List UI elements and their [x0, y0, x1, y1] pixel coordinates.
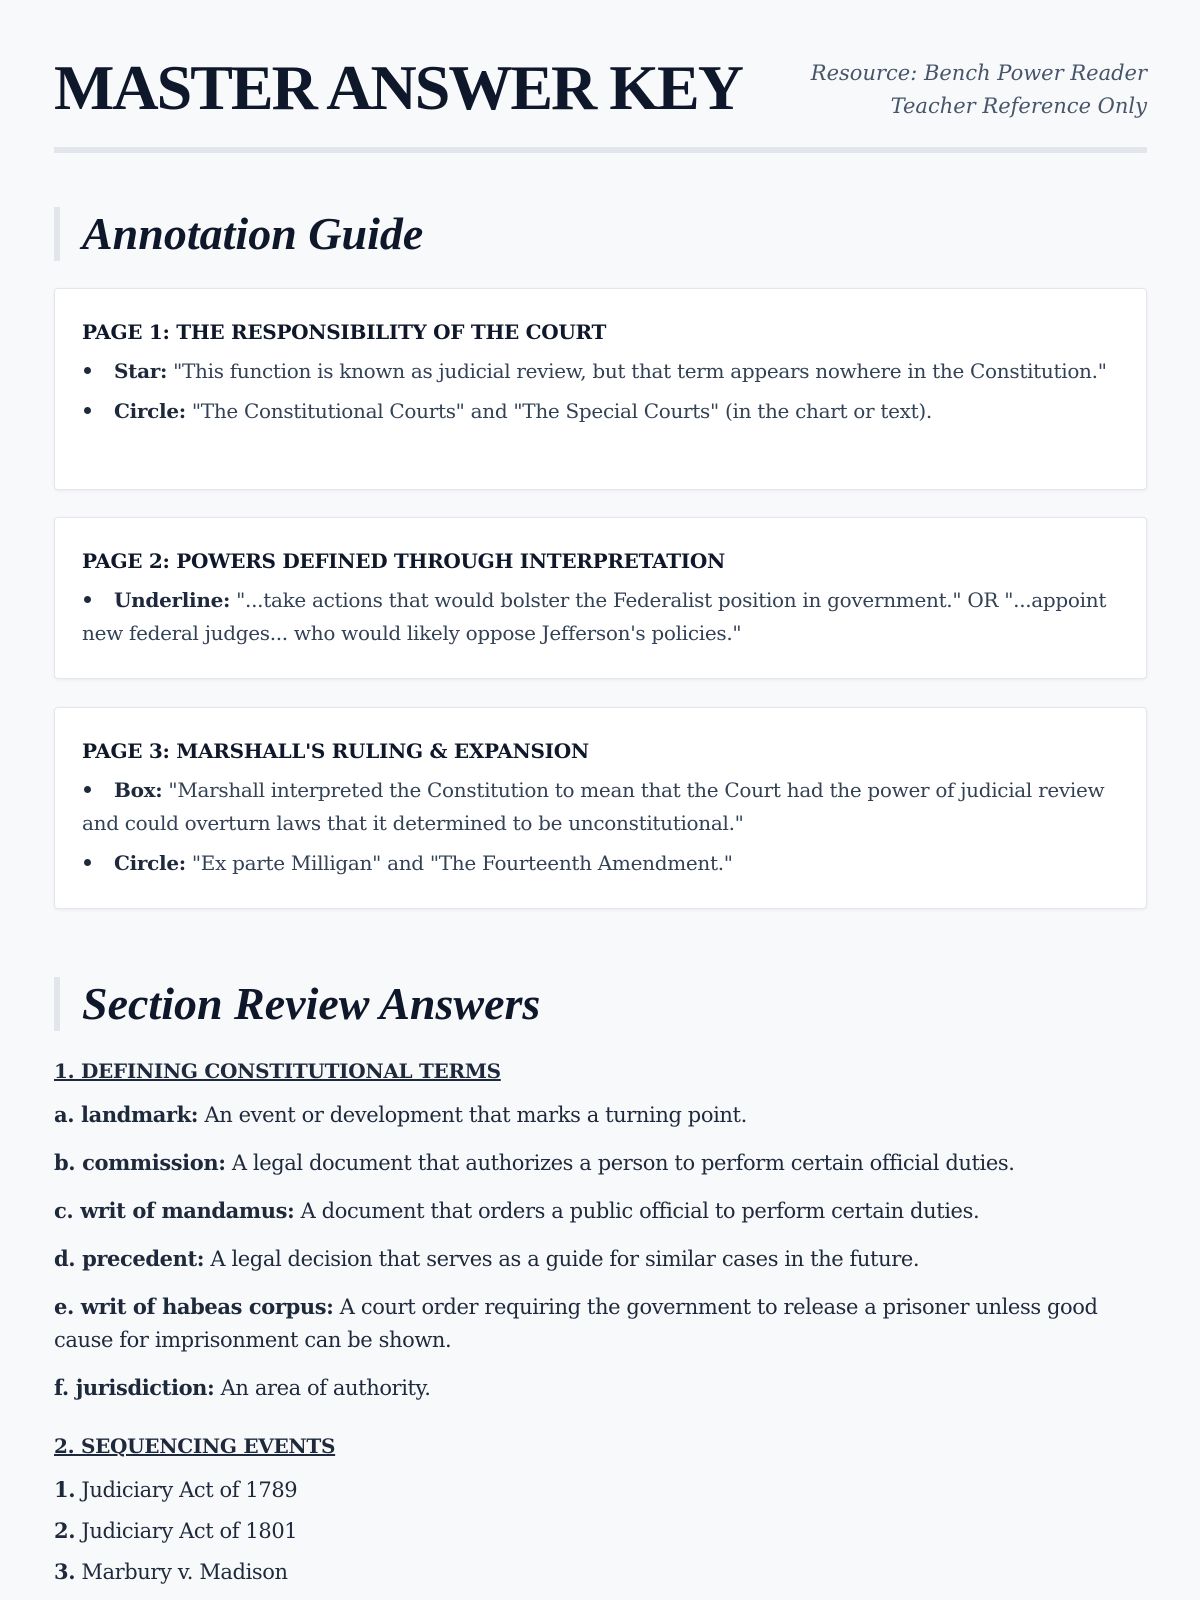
- term: d. precedent:: [54, 1246, 205, 1271]
- terms-subtitle: 1. DEFINING CONSTITUTIONAL TERMS: [54, 1059, 501, 1083]
- annotation-text: "...take actions that would bolster the Federalist position in government." OR "...appoint new federal judges... who would likely oppose Jefferson's policies.": [82, 588, 1107, 645]
- term: a. landmark:: [54, 1102, 199, 1127]
- definition: A court order requiring the government to release a prisoner unless good cause for imprisonment can be shown.: [54, 1295, 1098, 1352]
- bullet-icon: [84, 859, 91, 866]
- term: b. commission:: [54, 1150, 226, 1175]
- annotation-bullet: [82, 847, 1119, 880]
- annotation-bullet: [82, 355, 1119, 388]
- annotation-text: "Ex parte Milligan" and "The Fourteenth Amendment.": [185, 851, 733, 875]
- sequence-list: [54, 1473, 1147, 1589]
- annotation-bullet: [82, 584, 1119, 650]
- term: c. writ of mandamus:: [54, 1198, 295, 1223]
- sequence-event: Marbury v. Madison: [75, 1560, 288, 1584]
- term: f. jurisdiction:: [54, 1375, 215, 1400]
- sequence-number: 2.: [54, 1518, 76, 1543]
- annotation-text: "This function is known as judicial review, but that term appears nowhere in the Constitution.": [167, 359, 1107, 383]
- definition-item: [54, 1146, 1147, 1180]
- annotation-label: Underline:: [114, 588, 231, 612]
- definition: An event or development that marks a turning point.: [198, 1103, 747, 1127]
- definition: A legal decision that serves as a guide for similar cases in the future.: [204, 1247, 920, 1271]
- sequence-event: Judiciary Act of 1801: [75, 1519, 298, 1543]
- annotation-text: "Marshall interpreted the Constitution to mean that the Court had the power of judicial review and could overturn laws that it determined to be unconstitutional.": [82, 778, 1105, 835]
- annotation-card-page-3: [54, 707, 1147, 909]
- sequence-number: 1.: [54, 1477, 76, 1502]
- annotation-bullet: [82, 395, 1119, 428]
- term: e. writ of habeas corpus:: [54, 1294, 334, 1319]
- sequence-item: [54, 1514, 1147, 1548]
- audience-line: Teacher Reference Only: [890, 94, 1147, 118]
- bullet-icon: [84, 786, 91, 793]
- section-review-heading: Section Review Answers: [54, 977, 540, 1031]
- annotation-card-page-1: [54, 288, 1147, 490]
- bullet-icon: [84, 407, 91, 414]
- resource-line: Resource: Bench Power Reader: [810, 61, 1147, 85]
- sequence-event: Judiciary Act of 1789: [75, 1478, 298, 1502]
- definition-item: [54, 1242, 1147, 1276]
- definition-item: [54, 1098, 1147, 1132]
- resource-meta: [811, 57, 1147, 123]
- annotation-label: Star:: [114, 359, 168, 383]
- card-title: PAGE 2: POWERS DEFINED THROUGH INTERPRETATION: [82, 549, 725, 573]
- annotation-bullet: [82, 774, 1119, 840]
- card-title: PAGE 1: THE RESPONSIBILITY OF THE COURT: [82, 320, 607, 344]
- definition: A legal document that authorizes a person to perform certain official duties.: [225, 1151, 1015, 1175]
- sequence-subtitle: 2. SEQUENCING EVENTS: [54, 1434, 336, 1458]
- section-review: [54, 1056, 1147, 1596]
- annotation-label: Circle:: [114, 399, 186, 423]
- header-divider: [54, 147, 1147, 153]
- definition-item: [54, 1371, 1147, 1405]
- sequence-item: [54, 1473, 1147, 1507]
- annotation-guide-heading: Annotation Guide: [54, 207, 423, 261]
- annotation-card-page-2: [54, 517, 1147, 679]
- annotation-label: Circle:: [114, 851, 186, 875]
- sequence-number: 3.: [54, 1559, 76, 1584]
- annotation-label: Box:: [114, 778, 163, 802]
- definition-item: [54, 1290, 1147, 1357]
- definition: An area of authority.: [214, 1376, 431, 1400]
- sequence-item: [54, 1555, 1147, 1589]
- definitions-list: [54, 1098, 1147, 1405]
- definition: A document that orders a public official to perform certain duties.: [294, 1199, 980, 1223]
- page-title: MASTER ANSWER KEY: [54, 52, 742, 123]
- annotation-text: "The Constitutional Courts" and "The Special Courts" (in the chart or text).: [185, 399, 932, 423]
- answer-key-page: [54, 0, 1147, 1584]
- bullet-icon: [84, 367, 91, 374]
- page-header: [54, 0, 1147, 154]
- card-title: PAGE 3: MARSHALL'S RULING & EXPANSION: [82, 739, 589, 763]
- bullet-icon: [84, 596, 91, 603]
- definition-item: [54, 1194, 1147, 1228]
